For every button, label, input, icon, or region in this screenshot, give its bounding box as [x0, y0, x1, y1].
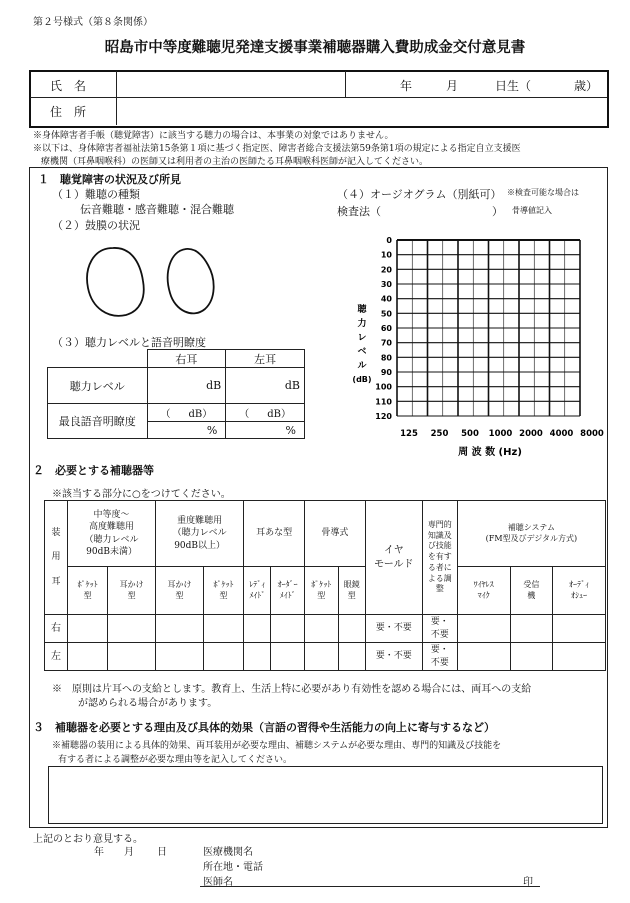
reason-textarea[interactable] [48, 766, 603, 824]
subcol-line: ﾜｲﾔﾚｽ [473, 579, 494, 589]
expert-header [422, 501, 457, 615]
eardrum-label: （２）鼓膜の状況 [52, 219, 140, 232]
subcol-line: 型 [317, 590, 326, 600]
audiogram-y-tick: 50 [380, 309, 392, 319]
test-method-label: 検査法（ [337, 205, 381, 218]
earmold-header-line: モールド [374, 558, 414, 570]
subcol-header [510, 567, 553, 615]
left-speech-db-close: dB） [267, 409, 291, 420]
selection-cell[interactable] [156, 643, 204, 671]
audiogram-y-label-char: ル [357, 361, 367, 371]
selection-cell[interactable] [338, 615, 365, 643]
hearing-table-corner [48, 350, 148, 368]
right-ear-header: 右耳 [147, 350, 226, 368]
audiogram-y-label-char: 聴 [357, 305, 367, 315]
mild-group-line: 90dB未満） [86, 546, 137, 557]
selection-cell[interactable] [304, 615, 338, 643]
audiogram-y-label [352, 303, 371, 384]
subcol-line: ｵｰﾀﾞｰ [277, 579, 298, 589]
table-row [45, 643, 606, 671]
dob-day-label: 日生（ [495, 79, 532, 93]
seal-mark: 印 [523, 877, 533, 888]
section3-note: 有する者による調整が必要な理由等を記入してください。 [58, 755, 293, 765]
audiogram-x-label: 周 波 数 (Hz) [458, 447, 522, 458]
subcol-header [304, 567, 338, 615]
hearing-level-label: （３）聴力レベルと語音明瞭度 [52, 336, 206, 349]
section3-note: ※補聴器の装用による具体的効果、両耳装用が必要な理由、補聴システムが必要な理由、専門的知識及び技能を [52, 741, 502, 751]
ear-cell: 右 [45, 615, 68, 643]
expert-cell-line: 不要 [430, 657, 449, 668]
subcol-line: ﾚﾃﾞｨ [249, 579, 266, 589]
right-speech-db[interactable] [147, 404, 226, 422]
audiogram-x-tick: 125 [400, 429, 418, 439]
section2-note: ※ 原則は片耳への支給とします。教育上、生活上特に必要があり有効性を認める場合には、両耳への支給 [52, 684, 532, 695]
ear-col-char: 装 [51, 528, 61, 539]
audiogram-x-ticks [400, 429, 604, 439]
audiogram-x-tick: 1000 [488, 429, 513, 439]
mild-group-line: 高度難聴用 [89, 522, 135, 533]
audiogram-grid [397, 240, 580, 416]
selection-cell[interactable] [553, 615, 606, 643]
audiogram-y-label-char: レ [357, 333, 367, 343]
left-speech-db-open: （ [239, 409, 250, 420]
system-group-line: (FM型及びデジタル方式) [485, 533, 578, 543]
subcol-row [45, 567, 606, 615]
subcol-line: 機 [527, 590, 536, 600]
selection-cell[interactable] [68, 615, 108, 643]
subcol-line: ﾒｲﾄﾞ [249, 590, 266, 600]
selection-cell[interactable] [203, 643, 243, 671]
hearing-table [47, 349, 305, 439]
audiogram-y-label-char: 力 [357, 319, 367, 329]
expert-cell-line: 不要 [430, 629, 449, 640]
audiogram-y-ticks [375, 236, 392, 421]
footer-day: 日 [157, 847, 167, 858]
selection-cell[interactable] [457, 615, 510, 643]
subcol-line: ﾎﾟｹｯﾄ [77, 579, 98, 589]
speech-clarity-row-label: 最良語音明瞭度 [48, 404, 148, 439]
severe-group-line: （聴力レベル [172, 528, 227, 539]
audiogram-x-tick: 4000 [549, 429, 574, 439]
hearing-aid-table [44, 500, 606, 671]
subcol-header [244, 567, 271, 615]
audiogram-label: （４）オージオグラム（別紙可） [337, 188, 502, 201]
audiogram-y-tick: 110 [375, 397, 392, 407]
applicant-label-divider [116, 71, 117, 125]
ear-col-char: 耳 [51, 576, 61, 587]
footer-address-label: 所在地・電話 [203, 862, 263, 873]
audiogram-x-tick: 2000 [519, 429, 543, 439]
audiogram-y-tick: 120 [375, 412, 392, 421]
selection-cell[interactable] [108, 615, 156, 643]
left-hearing-level-value[interactable]: dB [226, 368, 305, 404]
subcol-line: 型 [83, 590, 92, 600]
form-number: 第２号様式（第８条関係） [33, 17, 153, 28]
system-group-header [457, 501, 605, 567]
footer-year: 年 [94, 847, 104, 858]
earmold-header [365, 501, 422, 615]
section2-note: が認められる場合があります。 [78, 698, 218, 709]
footer-institution-label: 医療機関名 [203, 847, 253, 858]
left-speech-percent[interactable]: % [226, 422, 305, 439]
severe-group-line: 重度難聴用 [177, 516, 223, 527]
table-row [45, 615, 606, 643]
severe-group-header [156, 501, 244, 567]
expert-cell[interactable] [422, 615, 457, 643]
subcol-header [156, 567, 204, 615]
test-method-close: ） [492, 205, 503, 218]
audiogram-y-tick: 10 [380, 250, 392, 260]
address-label: 住 所 [50, 105, 87, 119]
age-label: 歳） [574, 79, 599, 93]
footer-doctor-label: 医師名 [203, 877, 233, 888]
expert-cell-line: 要・ [430, 617, 449, 628]
page-title: 昭島市中等度難聴児発達支援事業補聴器購入費助成金交付意見書 [104, 39, 526, 56]
selection-cell[interactable] [457, 643, 510, 671]
audiogram-y-tick: 0 [386, 236, 392, 245]
audiogram-x-tick: 250 [430, 429, 449, 439]
expert-header-line: 整 [435, 584, 444, 594]
subcol-line: ﾏｲｸ [477, 590, 490, 600]
note-line: ※身体障害者手帳（聴覚障害）に該当する聴力の場合は、本事業の対象ではありません。 [33, 131, 394, 141]
expert-header-line: る者に [427, 562, 452, 572]
hearing-level-row-label: 聴力レベル [48, 368, 148, 404]
subcol-line: ﾎﾟｹｯﾄ [311, 579, 332, 589]
mild-group-header [68, 501, 156, 567]
subcol-header [553, 567, 606, 615]
expert-cell-line: 要・ [430, 645, 449, 656]
subcol-line: 型 [127, 590, 136, 600]
selection-cell[interactable] [304, 643, 338, 671]
audiogram-y-tick: 60 [380, 324, 392, 333]
footer-statement: 上記のとおり意見する。 [33, 834, 143, 845]
subcol-line: 型 [175, 590, 184, 600]
subcol-line: ｵｼｭｰ [571, 590, 588, 600]
selection-cell[interactable] [203, 615, 243, 643]
subcol-line: ﾒｲﾄﾞ [279, 590, 296, 600]
audiogram-y-label-char: ベ [357, 347, 367, 357]
ear-col-header [45, 501, 68, 615]
ear-hole-group-header: 耳あな型 [244, 501, 305, 567]
selection-cell[interactable] [553, 643, 606, 671]
audiogram-y-tick: 90 [380, 368, 392, 377]
right-speech-db-close: dB） [188, 409, 213, 420]
right-speech-percent[interactable]: % [147, 422, 226, 439]
subcol-line: 眼鏡 [343, 579, 360, 589]
mild-group-line: （聴力レベル [84, 534, 139, 545]
selection-cell[interactable] [510, 615, 553, 643]
mild-group-line: 中等度～ [93, 510, 130, 521]
selection-cell[interactable] [510, 643, 553, 671]
hearing-loss-types: 伝音難聴・感音難聴・混合難聴 [80, 203, 234, 216]
selection-cell[interactable] [108, 643, 156, 671]
selection-cell[interactable] [244, 615, 271, 643]
system-group-line: 補聴システム [507, 522, 555, 532]
subcol-line: 型 [347, 590, 356, 600]
audiogram-y-label-unit: (dB) [352, 375, 372, 384]
selection-cell[interactable] [271, 615, 305, 643]
subcol-line: 受信 [523, 579, 540, 589]
subcol-line: 型 [219, 590, 228, 600]
selection-cell[interactable] [68, 643, 108, 671]
left-eardrum-outline [168, 249, 214, 313]
bone-group-header: 骨導式 [304, 501, 365, 567]
footer-month: 月 [124, 847, 134, 858]
section2-instruction: ※該当する部分に○をつけてください。 [52, 489, 231, 500]
ear-col-char: 用 [51, 552, 61, 563]
selection-cell[interactable] [271, 643, 305, 671]
audiogram-chart [340, 232, 604, 462]
severe-group-line: 90dB以上） [174, 540, 226, 551]
audiogram-y-tick: 40 [380, 294, 392, 304]
audiogram-x-tick: 8000 [580, 429, 604, 439]
subcol-header [68, 567, 108, 615]
ear-cell: 左 [45, 643, 68, 671]
selection-cell[interactable] [338, 643, 365, 671]
audiogram-note: 骨導値記入 [512, 206, 552, 215]
selection-cell[interactable] [156, 615, 204, 643]
audiogram-y-tick: 70 [380, 338, 392, 348]
earmold-header-line: イヤ [383, 545, 404, 556]
signature-line [200, 886, 540, 887]
subcol-line: ﾎﾟｹｯﾄ [213, 579, 234, 589]
right-hearing-level-value[interactable]: dB [147, 368, 226, 404]
audiogram-note: ※検査可能な場合は [507, 188, 579, 197]
subcol-line: ｵｰﾃﾞｨ [569, 579, 590, 589]
name-label: 氏 名 [50, 79, 87, 93]
note-line: ※以下は、身体障害者福祉法第15条第１項に基づく指定医、障害者総合支援法第59条第1項の規定による指定自立支援医 [33, 144, 521, 154]
earmold-cell[interactable]: 要・不要 [365, 643, 422, 671]
expert-header-line: 知識及 [427, 530, 452, 540]
right-speech-db-open: （ [160, 409, 171, 420]
eardrum-diagram [78, 243, 228, 323]
expert-cell[interactable] [422, 643, 457, 671]
selection-cell[interactable] [244, 643, 271, 671]
expert-header-line: 専門的 [427, 519, 452, 529]
left-ear-header: 左耳 [226, 350, 305, 368]
right-eardrum-outline [87, 248, 144, 316]
audiogram-y-tick: 100 [375, 382, 392, 392]
applicant-dob-divider [345, 71, 346, 98]
subcol-line: 耳かけ [167, 579, 192, 589]
audiogram-y-tick: 30 [380, 280, 392, 289]
left-speech-db[interactable] [226, 404, 305, 422]
note-line: 療機関（耳鼻咽喉科）の医師又は利用者の主治の医師たる耳鼻咽喉科医師が記入してください。 [41, 157, 429, 167]
dob-month-label: 月 [446, 79, 459, 93]
expert-header-line: よる調 [427, 573, 452, 583]
dob-year-label: 年 [400, 79, 413, 93]
hearing-loss-type-label: （１）難聴の種類 [52, 188, 140, 201]
subcol-header [203, 567, 243, 615]
expert-header-line: び技能 [427, 541, 452, 551]
subcol-header [338, 567, 365, 615]
audiogram-y-tick: 20 [380, 265, 392, 275]
section2-heading: ２ 必要とする補聴器等 [33, 464, 154, 477]
audiogram-x-tick: 500 [461, 429, 479, 439]
subcol-header [457, 567, 510, 615]
audiogram-y-tick: 80 [380, 353, 392, 363]
section1-heading: １ 聴覚障害の状況及び所見 [38, 173, 181, 186]
subcol-line: 耳かけ [119, 579, 144, 589]
subcol-header [108, 567, 156, 615]
section3-heading: ３ 補聴器を必要とする理由及び具体的効果（言語の習得や生活能力の向上に寄与するなど） [33, 721, 495, 734]
subcol-header [271, 567, 305, 615]
expert-header-line: を有す [427, 552, 452, 562]
earmold-cell[interactable]: 要・不要 [365, 615, 422, 643]
